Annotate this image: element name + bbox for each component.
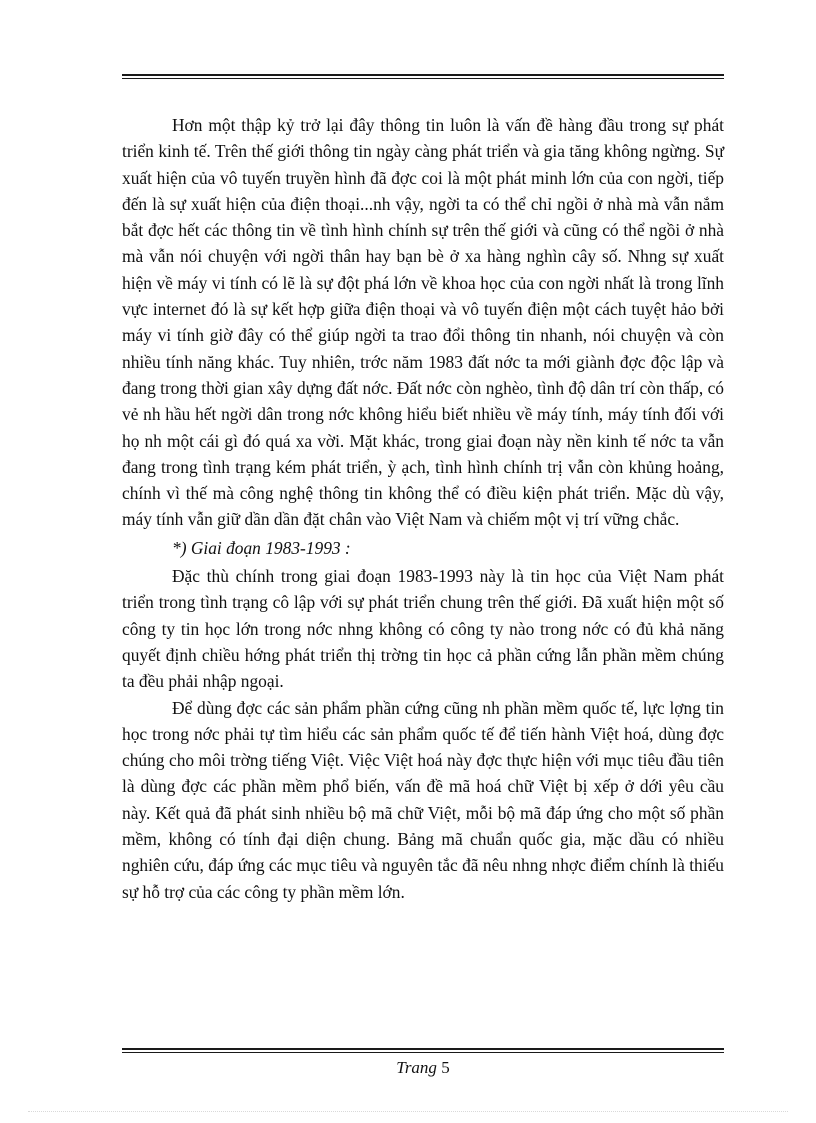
paragraph-intro: Hơn một thập kỷ trở lại đây thông tin luôn là vấn đề hàng đầu trong sự phát triển kinh tế. Trên thế giới thông tin ngày càng phát triển và gia tăng không ngừng. Sự xuất hiện của vô tuyến truyền hình đã đợc coi là một phát minh lớn của con ngời, tiếp đến là sự xuất hiện của điện thoại...nh vậy, ngời ta có thể chỉ ngồi ở nhà mà vẫn nắm bắt đợc hết các thông tin về tình hình chính sự trên thế giới và cũng có thể ngồi ở nhà mà vẫn nói chuyện với ngời thân hay bạn bè ở xa hàng nghìn cây số. Nhng sự xuất hiện về máy vi tính có lẽ là sự đột phá lớn về khoa học của con ngời nhất là trong lĩnh vực internet đó là sự kết hợp giữa điện thoại và vô tuyến điện một cách tuyệt hảo bởi máy vi tính giờ đây có thể giúp ngời ta trao đổi thông tin nhanh, nói chuyện và còn nhiều tính năng khác. Tuy nhiên, trớc năm 1983 đất nớc ta mới giành đợc độc lập và đang trong thời gian xây dựng đất nớc. Đất nớc còn nghèo, tình độ dân trí còn thấp, có vẻ nh hầu hết ngời dân trong nớc không hiểu biết nhiều về máy tính, máy tính đối với họ nh một cái gì đó quá xa vời. Mặt khác, trong giai đoạn này nền kinh tế nớc ta vẫn đang trong tình trạng kém phát triển, ỳ ạch, tình hình chính trị vẫn còn khủng hoảng, chính vì thế mà công nghệ thông tin không thể có điều kiện phát triển. Mặc dù vậy, máy tính vẫn giữ dần dần đặt chân vào Việt Nam và chiếm một vị trí vững chắc. <box>122 115 724 530</box>
page-number: 5 <box>441 1058 450 1077</box>
section-heading-1983-1993: *) Giai đoạn 1983-1993 : <box>172 537 351 558</box>
footer-rule <box>122 1048 724 1053</box>
header-rule <box>122 74 724 79</box>
page-label: Trang <box>396 1058 437 1077</box>
page-boundary-line <box>28 1111 788 1112</box>
paragraph-vietnamization: Để dùng đợc các sản phẩm phần cứng cũng nh phần mềm quốc tế, lực lợng tin học trong nớc phải tự tìm hiểu các sản phẩm quốc tế để tiến hành Việt hoá, dùng đợc chúng cho môi trờng tiếng Việt. Việc Việt hoá này đợc thực hiện với mục tiêu đầu tiên là dùng đợc các phần mềm phổ biến, vấn đề mã hoá chữ Việt bị xếp ở dới yêu cầu này. Kết quả đã phát sinh nhiều bộ mã chữ Việt, mỗi bộ mã đáp ứng cho một số phần mềm, không có tính đại diện chung. Bảng mã chuẩn quốc gia, mặc dầu có nhiều nghiên cứu, đáp ứng các mục tiêu và nguyên tắc đã nêu nhng nhợc điểm chính là thiếu sự hỗ trợ của các công ty phần mềm lớn. <box>122 697 724 902</box>
document-body <box>122 112 724 905</box>
page-footer <box>122 1058 724 1078</box>
paragraph-period-characteristics: Đặc thù chính trong giai đoạn 1983-1993 này là tin học của Việt Nam phát triển trong tình trạng cô lập với sự phát triển chung trên thế giới. Đã xuất hiện một số công ty tin học lớn trong nớc nhng không có công ty nào trong nớc có đủ khả năng quyết định chiều hớng phát triển thị trờng tin học cả phần cứng lẫn phần mềm chúng ta đều phải nhập ngoại. <box>122 566 724 692</box>
